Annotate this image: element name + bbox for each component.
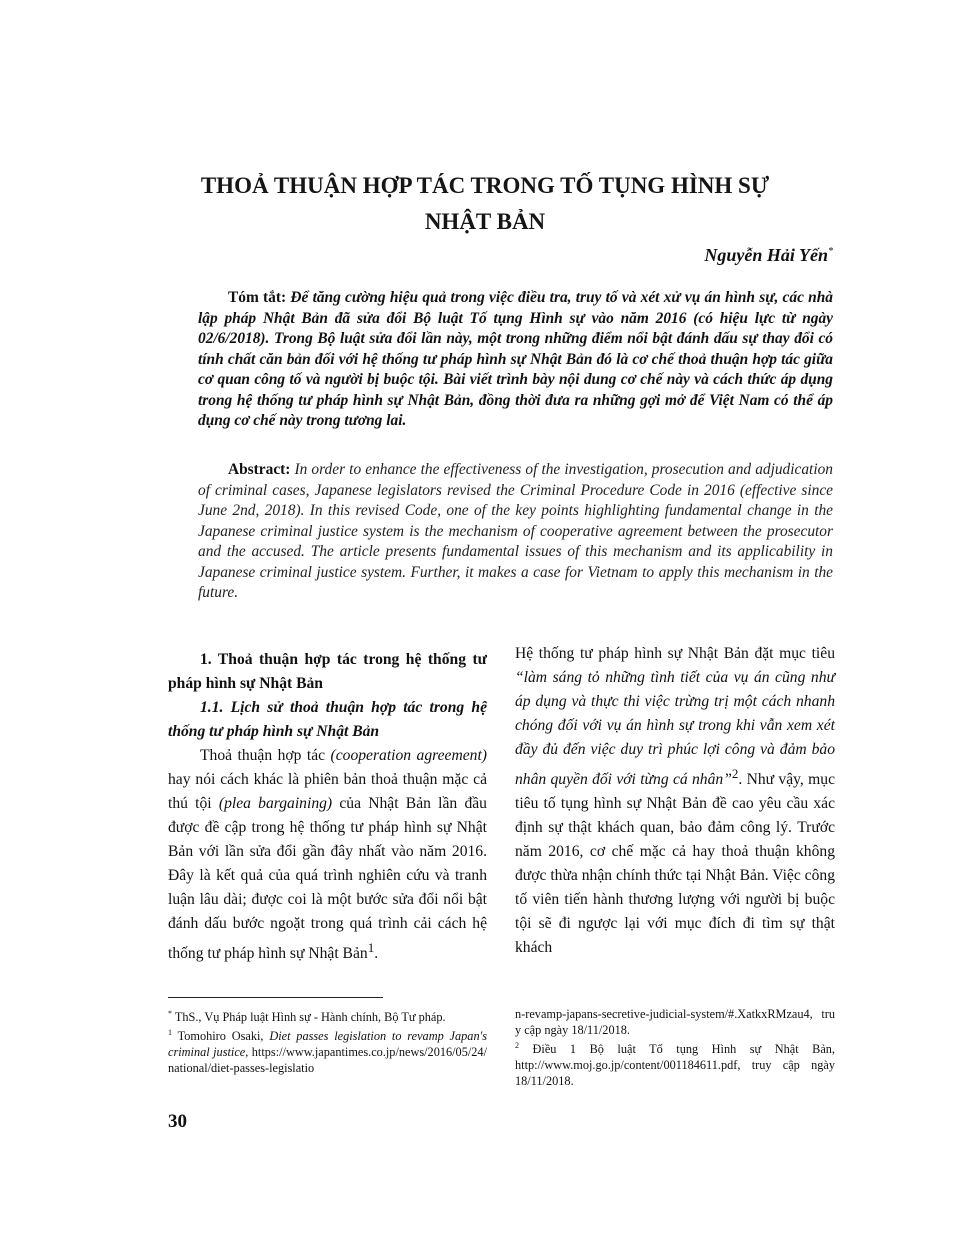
term-english: (cooperation agreement) [330,747,487,764]
article-title [150,168,820,240]
abstract-vietnamese [198,288,833,432]
term-english: (plea bargaining) [218,795,333,812]
paragraph-text: . [374,945,379,963]
footnote-divider [168,997,383,998]
footnote-title: Diet passes legislation to revamp Japan's criminal justice [168,1029,488,1060]
paragraph-text: của Nhật Bản lần đầu được đề cập trong hệ thống tư pháp hình sự Nhật Bản với lần sửa đổi gần đây nhất vào năm 2016. Đây là kết quả của quá trình nghiên cứu và tranh luận lâu dài; được coi là một bước sửa đổi nổi bật đánh dấu bước ngoặt trong quá trình cải cách hệ thống tư pháp hình sự Nhật Bản [168,795,487,963]
quotation: “làm sáng tỏ những tình tiết của vụ án cũng như áp dụng và thực thi việc trừng trị một cách nhanh chóng đối với vụ án hình sự trong khi vẫn xem xét đầy đủ đến việc duy trì phúc lợi công và đảm bảo nhân quyền đối với từng cá nhân” [515,669,835,789]
footnote-text: ThS., Vụ Pháp luật Hình sự - Hành chính, Bộ Tư pháp. [174,1010,446,1025]
title-line-2: NHẬT BẢN [424,209,546,234]
footnotes-right [515,1006,835,1089]
footnote-url[interactable]: , https://www.japantimes.co.jp/news/2016/05/24/national/diet-passes-legislatio [168,1045,487,1076]
title-line-1: THOẢ THUẬN HỢP TÁC TRONG TỐ TỤNG HÌNH SỰ [200,173,770,198]
footnotes-left [168,1006,487,1076]
footnote-mark: 2 [515,1041,519,1050]
footnote-mark: * [168,1009,172,1018]
footnote-ref[interactable]: 2 [731,766,739,781]
abstract-vi-label: Tóm tắt: [228,289,287,306]
abstract-vi-text: Để tăng cường hiệu quả trong việc điều tra, truy tố và xét xử vụ án hình sự, các nhà lập pháp Nhật Bản đã sửa đổi Bộ luật Tố tụng Hình sự vào năm 2016 (có hiệu lực từ ngày 02/6/2018). Trong Bộ luật sửa đổi lần này, một trong những điểm nổi bật đánh dấu sự thay đổi có tính chất căn bản đối với hệ thống tư pháp hình sự Nhật Bản đó là cơ chế thoả thuận hợp tác giữa cơ quan công tố và người bị buộc tội. Bài viết trình bày nội dung cơ chế này và cách thức áp dụng trong hệ thống tư pháp hình sự Nhật Bản, đồng thời đưa ra những gợi mở để Việt Nam có thể áp dụng cơ chế này trong tương lai. [198,289,833,429]
abstract-en-text: In order to enhance the effectiveness of the investigation, prosecution and adjudication of criminal cases, Japanese legislators revised the Criminal Procedure Code in 2016 (effective since June 2nd, 2018). In this revised Code, one of the key points highlighting fundamental change in the Japanese criminal justice system is the mechanism of cooperative agreement between the prosecutor and the accused. The article presents fundamental issues of this mechanism and its applicability in Japanese criminal justice system. Further, it makes a case for Vietnam to apply this mechanism in the future. [198,461,833,601]
abstract-english [198,460,833,604]
footnote-1 [168,1025,487,1076]
paragraph-text: hay nói cách khác là phiên bản thoả thuận mặc cả thú tội [168,771,487,812]
paragraph-history [168,744,487,966]
section-heading-1: 1. Thoả thuận hợp tác trong hệ thống tư pháp hình sự Nhật Bản [168,651,487,692]
footnote-star [168,1006,487,1025]
footnote-2 [515,1038,835,1089]
footnote-ref[interactable]: 1 [367,940,375,955]
right-column [515,642,835,960]
left-column [168,648,487,966]
footnote-1-continued: n-revamp-japans-secretive-judicial-system/#.XatkxRMzau4, truy cập ngày 18/11/2018. [515,1007,835,1037]
paragraph-text: Hệ thống tư pháp hình sự Nhật Bản đặt mục tiêu [515,645,835,662]
page-number: 30 [168,1111,187,1132]
abstract-en-label: Abstract: [228,461,291,478]
author-name: Nguyễn Hải Yến [704,245,828,265]
section-heading-1-1: 1.1. Lịch sử thoả thuận hợp tác trong hệ thống tư pháp hình sự Nhật Bản [168,699,487,740]
author-byline [704,245,833,266]
footnote-mark: 1 [168,1028,172,1038]
author-footnote-mark: * [828,246,833,257]
footnote-text: Tomohiro Osaki, [177,1029,264,1044]
paragraph-text: Thoả thuận hợp tác [200,747,326,764]
paragraph-objectives [515,642,835,960]
paragraph-text: . Như vậy, mục tiêu tố tụng hình sự Nhật Bản đề cao yêu cầu xác định sự thật khách quan, bảo đảm công lý. Trước năm 2016, cơ chế mặc cả hay thoả thuận không được thừa nhận chính thức tại Nhật Bản. Việc công tố viên tiến hành thương lượng với người bị buộc tội sẽ đi ngược lại với mục đích đi tìm sự thật khách [515,771,835,957]
footnote-text: Điều 1 Bộ luật Tố tụng Hình sự Nhật Bản, http://www.moj.go.jp/content/001184611.pdf, truy cập ngày 18/11/2018. [515,1042,836,1089]
